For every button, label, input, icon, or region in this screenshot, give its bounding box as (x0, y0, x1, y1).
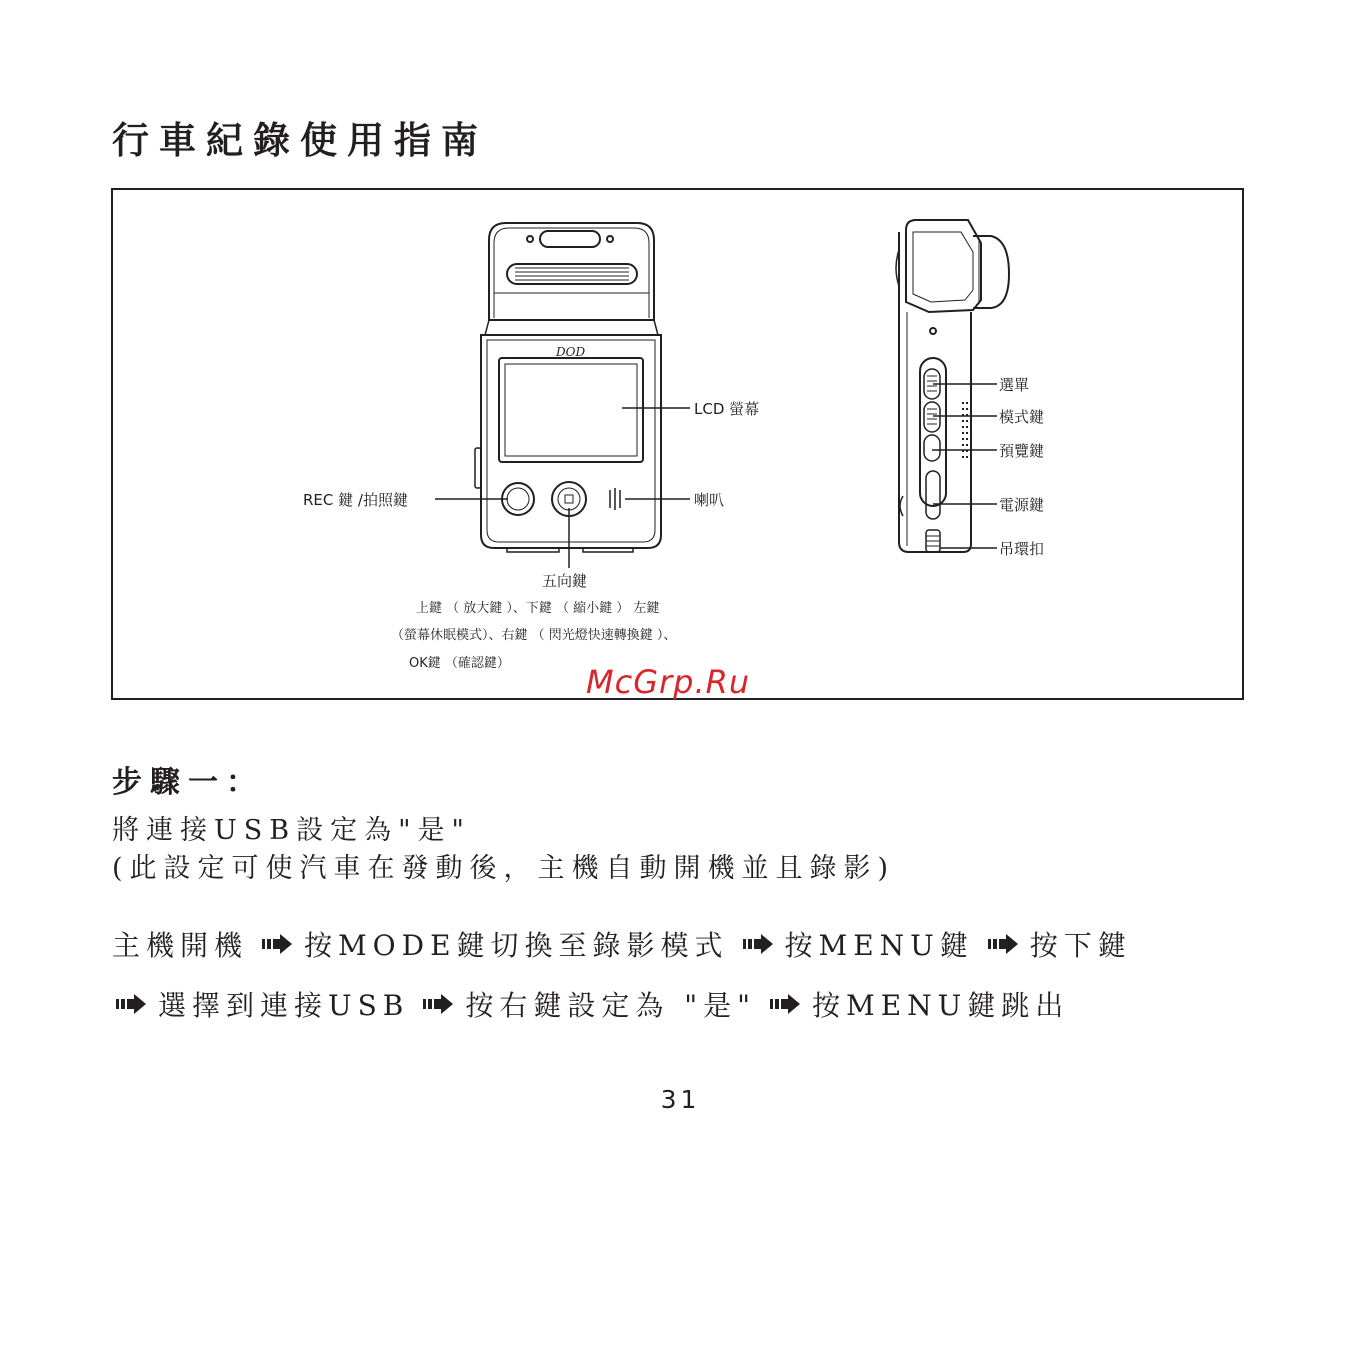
arrow-right-icon (743, 934, 773, 954)
label-five-way-key: 五向鍵 (542, 572, 588, 590)
label-five-way-desc-1: 上鍵 （ 放大鍵 ）、下鍵 （ 縮小鍵 ） 左鍵 (416, 601, 660, 616)
flow-step: 主機開機 (112, 929, 249, 962)
instruction-flow-row-2 (112, 984, 1079, 1024)
label-preview-key: 預覽鍵 (999, 442, 1045, 460)
arrow-right-icon (423, 994, 453, 1014)
svg-text:DOD: DOD (556, 345, 586, 359)
label-mode-key: 模式鍵 (999, 408, 1045, 426)
flow-step: 按右鍵設定為 "是" (465, 989, 757, 1022)
label-rec-button: REC 鍵 /拍照鍵 (303, 491, 408, 509)
arrow-right-icon (988, 934, 1018, 954)
step-line-1: 將連接USB設定為"是" (112, 815, 471, 846)
flow-step: 選擇到連接USB (158, 989, 410, 1022)
page-number: 31 (660, 1085, 701, 1114)
label-power-key: 電源鍵 (999, 496, 1045, 514)
page-title: 行車紀錄使用指南 (112, 119, 488, 162)
camera-side-view (896, 220, 1009, 552)
device-diagram (113, 190, 1242, 698)
instruction-flow-row-1 (112, 924, 1142, 964)
label-five-way-desc-3: OK鍵 （確認鍵） (409, 656, 510, 671)
arrow-right-icon (770, 994, 800, 1014)
camera-front-view (475, 223, 661, 552)
label-speaker: 喇叭 (694, 491, 725, 509)
label-strap-ring: 吊環扣 (999, 540, 1045, 558)
flow-step: 按下鍵 (1029, 929, 1132, 962)
arrow-right-icon (116, 994, 146, 1014)
label-five-way-desc-2: （螢幕休眠模式）、右鍵 （ 閃光燈快速轉換鍵 ）、 (391, 628, 677, 643)
watermark: McGrp.Ru (586, 663, 751, 701)
label-menu-key: 選單 (999, 376, 1030, 394)
flow-step: 按MENU鍵跳出 (812, 989, 1070, 1022)
step-line-2: (此設定可使汽車在發動後，主機自動開機並且錄影) (112, 853, 896, 884)
flow-step: 按MODE鍵切換至錄影模式 (304, 929, 729, 962)
step-title: 步驟一： (112, 765, 264, 800)
device-diagram-frame (111, 188, 1244, 700)
label-lcd-screen: LCD 螢幕 (694, 400, 760, 418)
arrow-right-icon (262, 934, 292, 954)
flow-step: 按MENU鍵 (784, 929, 974, 962)
